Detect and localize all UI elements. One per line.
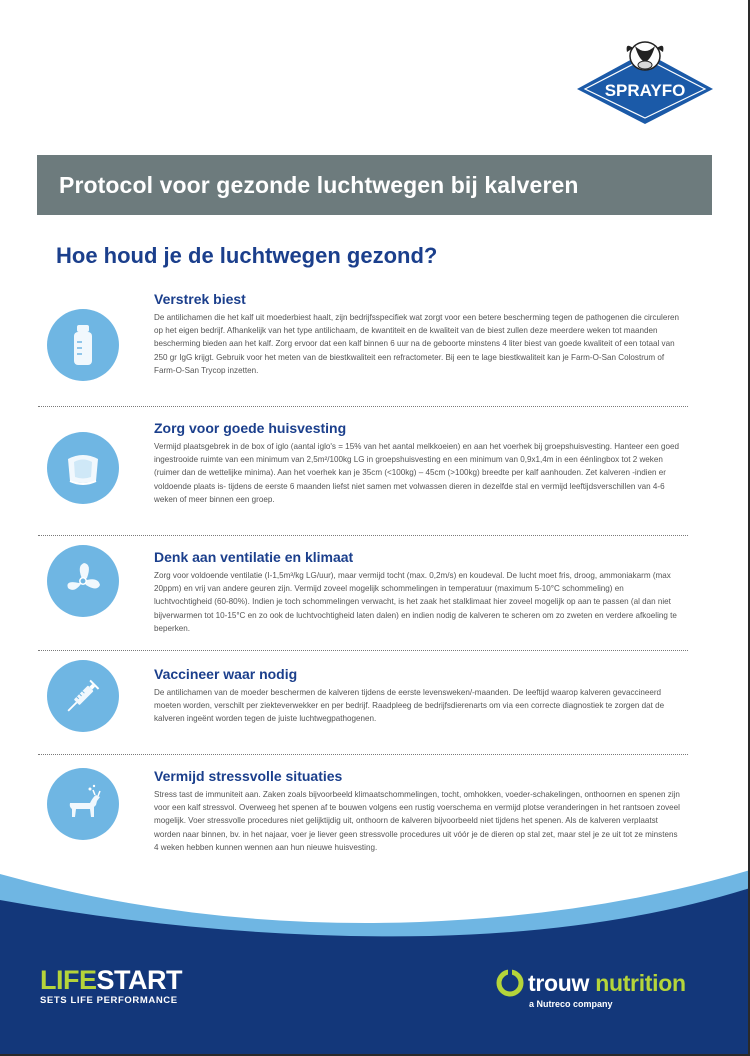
section-icon-circle [47,309,119,381]
nutreco-tagline: a Nutreco company [529,999,613,1009]
section-heading: Vaccineer waar nodig [154,666,298,682]
section-body: Stress tast de immuniteit aan. Zaken zoals bijvoorbeeld klimaatschommelingen, tocht, omhokken, voeder-schakelingen, onthoornen en spenen zijn voor een kalf stressvol. Overweeg het spenen af te bouwen volgens een rustig voerschema en vermijd plotse veranderingen in het rantsoen zoveel mogelijk. Voer stressvolle procedures niet gelijktijdig uit, onthoorn de kalveren bijvoorbeeld niet tijdens het spenen. Als de kalveren verplaatst worden naar binnen, bv. in het najaar, voer je liever geen stressvolle procedures uit vóór je de dieren op stal zet, maar stel je ze uit tot ze minstens 4 weken hebben kunnen wennen aan hun nieuwe huisvesting. [154,790,680,852]
sprayfo-logo [575,38,715,126]
section-divider [38,535,688,536]
baby-bottle-icon [60,322,106,368]
section-subtitle: Hoe houd je de luchtwegen gezond? [56,243,438,268]
page-title: Protocol voor gezonde luchtwegen bij kalveren [59,171,579,198]
calf-icon [60,781,106,827]
title-banner [37,155,712,215]
lifestart-logo [40,966,182,1006]
trouw-word: trouw [528,969,590,996]
section-icon-circle [47,545,119,617]
section-icon-circle [47,768,119,840]
svg-text:SPRAYFO: SPRAYFO [604,81,686,100]
lifestart-start: START [96,965,182,995]
section-icon-circle [47,432,119,504]
section-body: Zorg voor voldoende ventilatie (I-1,5m³/kg LG/uur), maar vermijd tocht (max. 0,2m/s) en koudeval. De lucht moet fris, droog, ammoniakarm (max 20ppm) en vrij van andere geuren zijn. Vermijd zoveel mogelijk schommelingen in temperatuur (maximum 5-10°C schommeling) en luchtvochtigheid (60-80%). Indien je toch schommelingen verwacht, is het zaak het stalklimaat hier zoveel mogelijk op aan te passen (al dan niet bijverwarmen tot 10-15°C en zo ook de luchtvochtigheid laten dalen) en indien nodig de kalveren te scheren om zo zweten en verdere afkoeling te beperken. [154,571,677,633]
lifestart-life: LIFE [40,965,97,995]
section-heading: Verstrek biest [154,291,246,307]
nutrition-word: nutrition [595,969,686,996]
syringe-icon [60,673,106,719]
trouw-nutrition-emblem-icon [495,968,525,998]
section-heading: Denk aan ventilatie en klimaat [154,549,354,565]
section-body: De antilichamen van de moeder beschermen de kalveren tijdens de eerste levensweken/-maanden. De leeftijd waarop kalveren gevaccineerd moeten worden, verschilt per ziekteverwekker en per bedrijf. Raadpleeg de bedrijfsdierenarts om via een correcte diagnostiek te zorgen dat de kalveren ingeënt worden tegen de juiste luchtwegpathogenen. [154,688,665,724]
section-divider [38,650,688,651]
section-body: Vermijd plaatsgebrek in de box of iglo (aantal iglo's = 15% van het aantal melkkoeien) en aan het voerhek bij groepshuisvesting. Hanteer een goed ingestrooide ruimte van een minimum van 2,5m²/100kg LG in groepshuisvesting en een minimum van 0,9x1,4m in een éénlingbox tot 2 weken (ruimer dan de wettelijke minima). Aan het voerhek kan je 35cm (<100kg) – 45cm (>100kg) breedte per kalf aanhouden. Zet kalveren -indien er voldoende plaats is- tijdens de eerste 6 maanden liefst niet samen met volwassen dieren in dezelfde stal en vermijd leeftijdsverschillen van 4-6 weken of meer binnen een groep. [154,442,680,504]
section-divider [38,754,688,755]
section-icon-circle [47,660,119,732]
trouw-nutrition-logo [495,968,686,1009]
fan-icon [60,558,106,604]
section-heading: Vermijd stressvolle situaties [154,768,343,784]
section-heading: Zorg voor goede huisvesting [154,420,347,436]
footer-wave [0,870,750,1056]
lifestart-tagline: SETS LIFE PERFORMANCE [40,995,178,1006]
calf-hutch-icon [60,445,106,491]
section-body: De antilichamen die het kalf uit moederbiest haalt, zijn bedrijfsspecifiek wat zorgt voor een betere bescherming tegen de pathogenen die circuleren op het eigen bedrijf. Afhankelijk van het type antilichaam, de kwantiteit en de kwaliteit van de biest zullen deze meerdere weken tot maanden bescherming bieden aan het kalf. Zorg ervoor dat een kalf binnen 6 uur na de geboorte minstens 4 liter biest van goede kwaliteit of een totaal van 250 gr IgG krijgt. Gebruik voor het meten van de biestkwaliteit een refractometer. Bij een te lage biestkwaliteit kan je Farm-O-San Colostrum of Farm-O-San Trycop inzetten. [154,313,680,375]
section-divider [38,406,688,407]
